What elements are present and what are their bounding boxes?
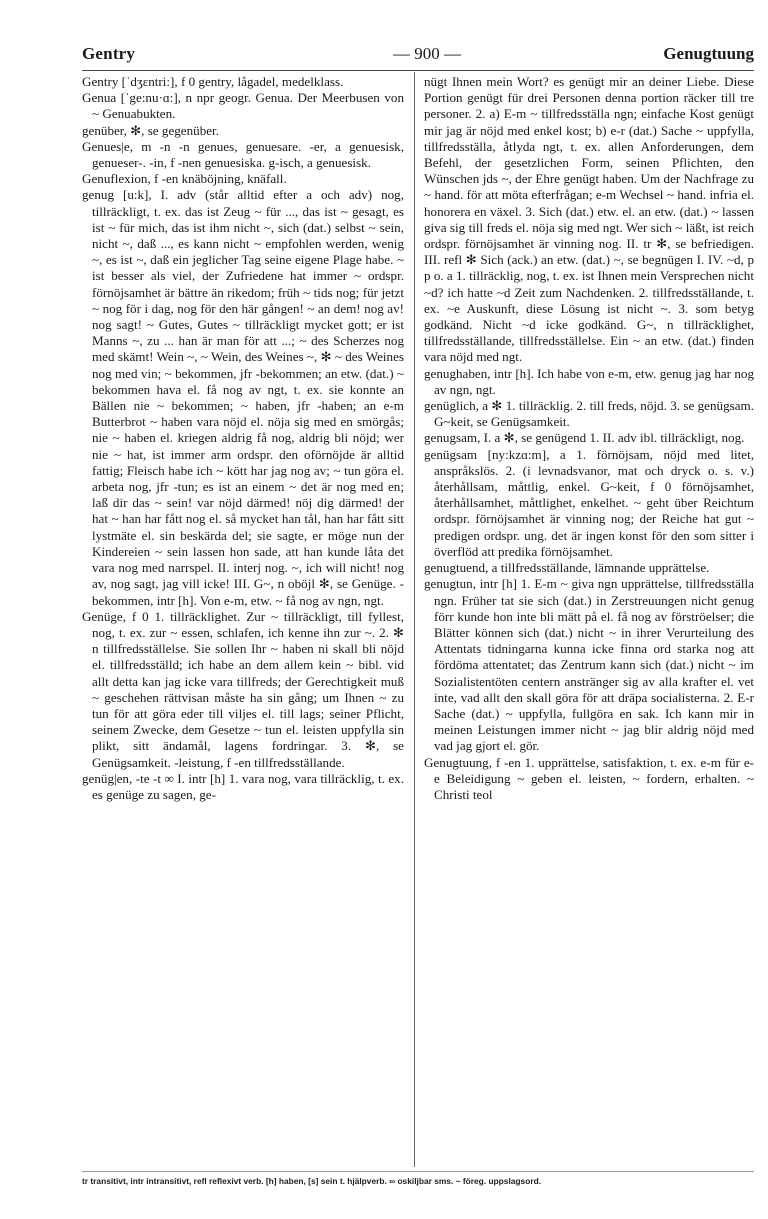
header-first-word: Gentry xyxy=(82,44,136,63)
abbreviation-legend: tr transitivt, intr intransitivt, refl reflexivt verb. [h] haben, [s] sein t. hjälpverb. ∞ oskiljbar sms. ~ föreg. uppslagsord. xyxy=(82,1176,542,1186)
entry-genuegsam: genügsam [ny:kzɑ:m], a 1. förnöjsam, nöjd med litet, anspråkslös. 2. (i levnadsvanor, mat och dryck o. s. v.) återhållsam, måttlig, enkel. G~keit, f 0 förnöjsamhet, återhållsamhet, måttlighet, enkelhet. ~ geht über Reichtum ordspr. förnöjsamhet är vinning nog; der Reiche hat gut ~ predigen ordspr. ung. det är ingen konst för den som sitter i överflöd att predika förnöjsamhet. xyxy=(424,446,754,559)
entry-genuege: Genüge, f 0 1. tillräcklighet. Zur ~ tillräckligt, till fyllest, nog, t. ex. zur ~ essen, schlafen, ich kenne ihn zur ~. 2. ✻ n tillfredsställelse. Sie sollen Ihr ~ haben ni skall bli nöjd el. tillfredsställd; ich habe an dem allem kein ~ bibl. vid allt detta kan jag icke vara tillfreds; der Gerechtigkeit muß ~ geschehen rättvisan måste ha sin gång; um Ihnen ~ zu tun för att göra eder till viljes el. till lags; seiner Pflicht, seinem Zwecke, dem Gesetze ~ tun el. leisten uppfylla sin plikt, sitt ändamål, lagens fordringar. 3. ✻, se Genügsamkeit. -leistung, f -en tillfredsställande. xyxy=(82,608,404,770)
entry-genug: genug [u:k], I. adv (står alltid efter a och adv) nog, tillräckligt, t. ex. das ist Zeug ~ für ..., das ist ~ gesagt, es ist ~ für mich, das ist ihm nicht ~, sich (dat.) selbst ~ sein, nicht ~, daß ..., es kann nicht ~ empfohlen werden, wenig ~, es ist ~, daß ein jeglicher Tag seine eigene Plage habe. ~ ist besser als viel, der Zufriedene hat immer ~ ordspr. förnöjsamhet är bättre än rikedom; früh ~ tids nog; für jetzt ~ nog för i dag, nog för den här gången! ~ an dem! nog av! nog sagt! ~ Gutes, Gutes ~ tillräckligt mycket gott; er ist Manns ~, zu ... han är man för att ...; ~ des Scherzes nog med skämt! Wein ~, ~ Wein, des Weines ~, ✻ ~ des Weines nog med vin; ~ bekommen, jfr -bekommen; an etw. (dat.) ~ bekommen hava el. få nog av ngt, t. ex. sie konnte an Bällen nie ~ bekommen; ~ haben, jfr -haben; an e-m Butterbrot ~ haben vara nöjd el. nöja sig med en smörgås; nie ~ haben el. kriegen aldrig få nog, aldrig bli nöjd; wer nie ~ hat, ist immer arm ordspr. den oförnöjde är alltid fattig; Fleisch habe ich ~ kött har jag nog av; ~ tun göra el. arbeta nog, jfr -tun; es ist an einem ~ det är nog med en; laß dir das ~ sein! var nöjd därmed! nöj dig därmed! der hat ~ han har fått nog el. så mycket han tål, han har fått sitt lystmäte el. sin beskärda del; sie sagte, er möge nun der Kindereien ~ sein lassen hon sade, att han kunde låta det vara nog med narrspel. II. interj nog. ~, ich will nicht! nog av, nog sagt, jag vill icke! III. G~, n oböjl ✻, se Genüge. -bekommen, intr [h]. Von e-m, etw. ~ få nog av ngn, ngt. xyxy=(82,187,404,608)
running-header xyxy=(82,44,754,68)
entry-genuegen: genüg|en, -te -t ∞ I. intr [h] 1. vara nog, vara tillräcklig, t. ex. es genüge zu sagen, ge- xyxy=(82,770,404,802)
right-column xyxy=(424,74,754,1174)
entry-genua: Genua [ˈge:nu·ɑ:], n npr geogr. Genua. Der Meerbusen von ~ Genuabukten. xyxy=(82,90,404,122)
column-divider xyxy=(414,72,415,1167)
entry-genueber: genüber, ✻, se gegenüber. xyxy=(82,122,219,138)
entry-genugtuend: genugtuend, a tillfredsställande, lämnande upprättelse. xyxy=(424,560,710,576)
entry-genugtun: genugtun, intr [h] 1. E-m ~ giva ngn upprättelse, tillfredsställa ngn. Früher tat sie sich (dat.) in Zerstreuungen nicht genug förr kunde hon inte bli mätt på el. få nog av förströelser; die Blätter können sich (dat.) nicht ~ in ihrer Verurteilung des Attentats tidningarna kunna icke finna ord starka nog att fördöma attentatet; das Zentrum kann sich (dat.) nicht ~ im Sozialistentöten centern anstränger sig av alla krafter el. vet inte, vad allt den skall göra för att dräpa socialisterna. 2. E-r Sache (dat.) ~ uppfylla, fullgöra en sak. Ich kann mir in meinen Leistungen immer nicht ~ jag blir aldrig nöjd med vad jag gjort el. gör. xyxy=(424,576,754,754)
header-rule xyxy=(82,70,754,71)
page-number: — 900 — xyxy=(393,44,461,63)
entry-genuegen-continued: nügt Ihnen mein Wort? es genügt mir an deiner Liebe. Diese Portion genügt für drei Personen denna portion räcker till tre personer. 2. a) E-m ~ tillfredsställa ngn; einfache Kost genügt mir jag är nöjd med enkel kost; b) e-r (dat.) Sache ~ uppfylla, tillfredsställa, åtlyda ngt, t. ex. allen Anforderungen, dem Befehl, der gesetzlichen Form, seinen Pflichten, den Wünschen jds ~, der Ehre genügt haben. Um der Nachfrage zu ~ hand. för att möta efterfrågan; e-m Wechsel ~ hand. infria el. honorera en växel. 3. Sich (dat.) etw. el. an etw. (dat.) ~ lassen giva sig till freds el. nöja sig med ngt. Wer sich ~ läßt, ist reich ordspr. förnöjsamhet är vinning nog. II. tr ✻, se befriedigen. III. refl ✻ Sich (ack.) an etw. (dat.) ~, se begnügen I. IV. ~d, p p o. a 1. tillräcklig, nog, t. ex. ist Ihnen mein Versprechen nicht ~d? ich hatte ~d Zeit zum Nachdenken. 2. tillfredsställande, t. ex. ~e Auskunft, diese Lösung ist nicht ~. 3. som betyg godkänd. Nicht ~d icke godkänd. G~, n tillräcklighet, tillfredsställande, tillfredsställelse. Ein ~ an etw. (dat.) finden vara nöjd med ngt. xyxy=(424,74,754,365)
entry-genuflexion: Genuflexion, f -en knäböjning, knäfall. xyxy=(82,171,287,187)
entry-genugtuung: Genugtuung, f -en 1. upprättelse, satisfaktion, t. ex. e-m für e-e Beleidigung ~ geben el. leisten, ~ fordern, erhalten. ~ Christi teol xyxy=(424,754,754,802)
header-last-word: Genugtuung xyxy=(663,44,754,63)
entry-gentry: Gentry [ˈdʒɛntri:], f 0 gentry, lågadel, medelklass. xyxy=(82,74,344,89)
footer-rule xyxy=(82,1171,754,1172)
left-column xyxy=(82,74,404,1174)
entry-genuese: Genues|e, m -n -n genues, genuesare. -er, a genuesisk, genueser-. -in, f -nen genuesiska. g-isch, a genuesisk. xyxy=(82,138,404,171)
entry-genugsam: genugsam, I. a ✻, se genügend 1. II. adv ibl. tillräckligt, nog. xyxy=(424,430,745,446)
entry-genueglich: genüglich, a ✻ 1. tillräcklig. 2. till freds, nöjd. 3. se genügsam. G~keit, se Genügsamkeit. xyxy=(424,398,754,430)
entry-genughaben: genughaben, intr [h]. Ich habe von e-m, etw. genug jag har nog av ngn, ngt. xyxy=(424,365,754,397)
